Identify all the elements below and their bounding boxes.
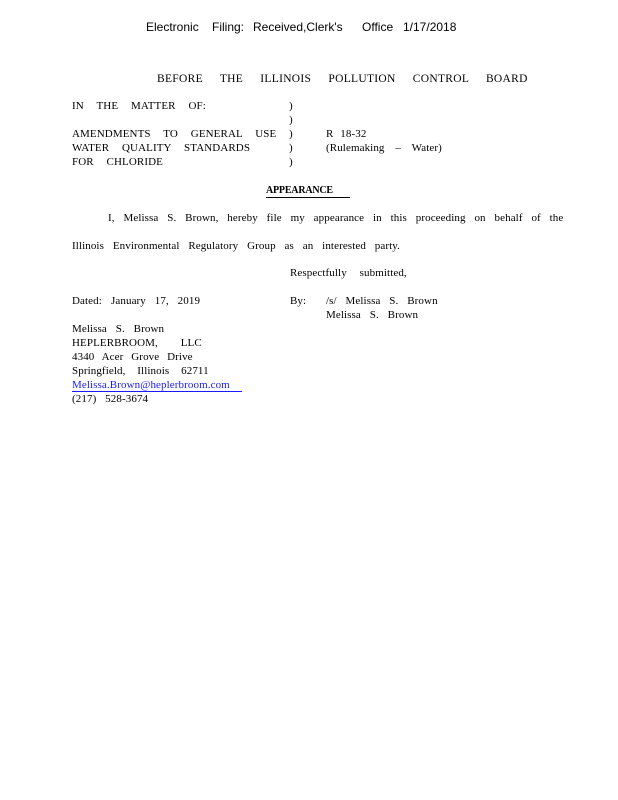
paragraph-line-2: Illinois Environmental Regulatory Group as an interested party. xyxy=(72,240,401,252)
caption-line-1: IN THE MATTER OF: xyxy=(72,100,206,112)
signature-name: Melissa S. Brown xyxy=(326,309,419,321)
closing-text: Respectfully submitted, xyxy=(290,267,407,279)
caption-line-3: AMENDMENTS TO GENERAL USE xyxy=(72,128,277,140)
board-title: BEFORE THE ILLINOIS POLLUTION CONTROL BOARD xyxy=(157,73,528,85)
header-office: Office xyxy=(362,20,394,34)
by-label: By: xyxy=(290,295,307,307)
header-date: 1/17/2018 xyxy=(403,20,457,34)
header-received: Received,Clerk's xyxy=(253,20,343,34)
caption-paren-4: ) xyxy=(289,142,293,154)
caption-paren-1: ) xyxy=(289,100,293,112)
docket-number: R 18-32 xyxy=(326,128,367,140)
contact-email-link[interactable]: Melissa.Brown@heplerbroom.com xyxy=(72,379,230,391)
section-heading: APPEARANCE xyxy=(266,185,333,196)
caption-line-5: FOR CHLORIDE xyxy=(72,156,163,168)
rulemaking-type: (Rulemaking – Water) xyxy=(326,142,442,154)
caption-paren-2: ) xyxy=(289,114,293,126)
dated-value: January 17, 2019 xyxy=(111,295,201,307)
caption-paren-5: ) xyxy=(289,156,293,168)
paragraph-line-1: I, Melissa S. Brown, hereby file my appearance in this proceeding on behalf of the xyxy=(108,212,564,224)
contact-name: Melissa S. Brown xyxy=(72,323,165,335)
contact-street: 4340 Acer Grove Drive xyxy=(72,351,193,363)
header-electronic: Electronic xyxy=(146,20,199,34)
signature-line: /s/ Melissa S. Brown xyxy=(326,295,438,307)
heading-underline xyxy=(266,197,350,198)
caption-line-4: WATER QUALITY STANDARDS xyxy=(72,142,251,154)
dated-label: Dated: xyxy=(72,295,102,307)
contact-city: Springfield, Illinois 62711 xyxy=(72,365,209,377)
contact-phone: (217) 528-3674 xyxy=(72,393,149,405)
header-filing: Filing: xyxy=(212,20,245,34)
contact-firm: HEPLERBROOM, LLC xyxy=(72,337,202,349)
caption-paren-3: ) xyxy=(289,128,293,140)
email-underline xyxy=(72,391,242,392)
